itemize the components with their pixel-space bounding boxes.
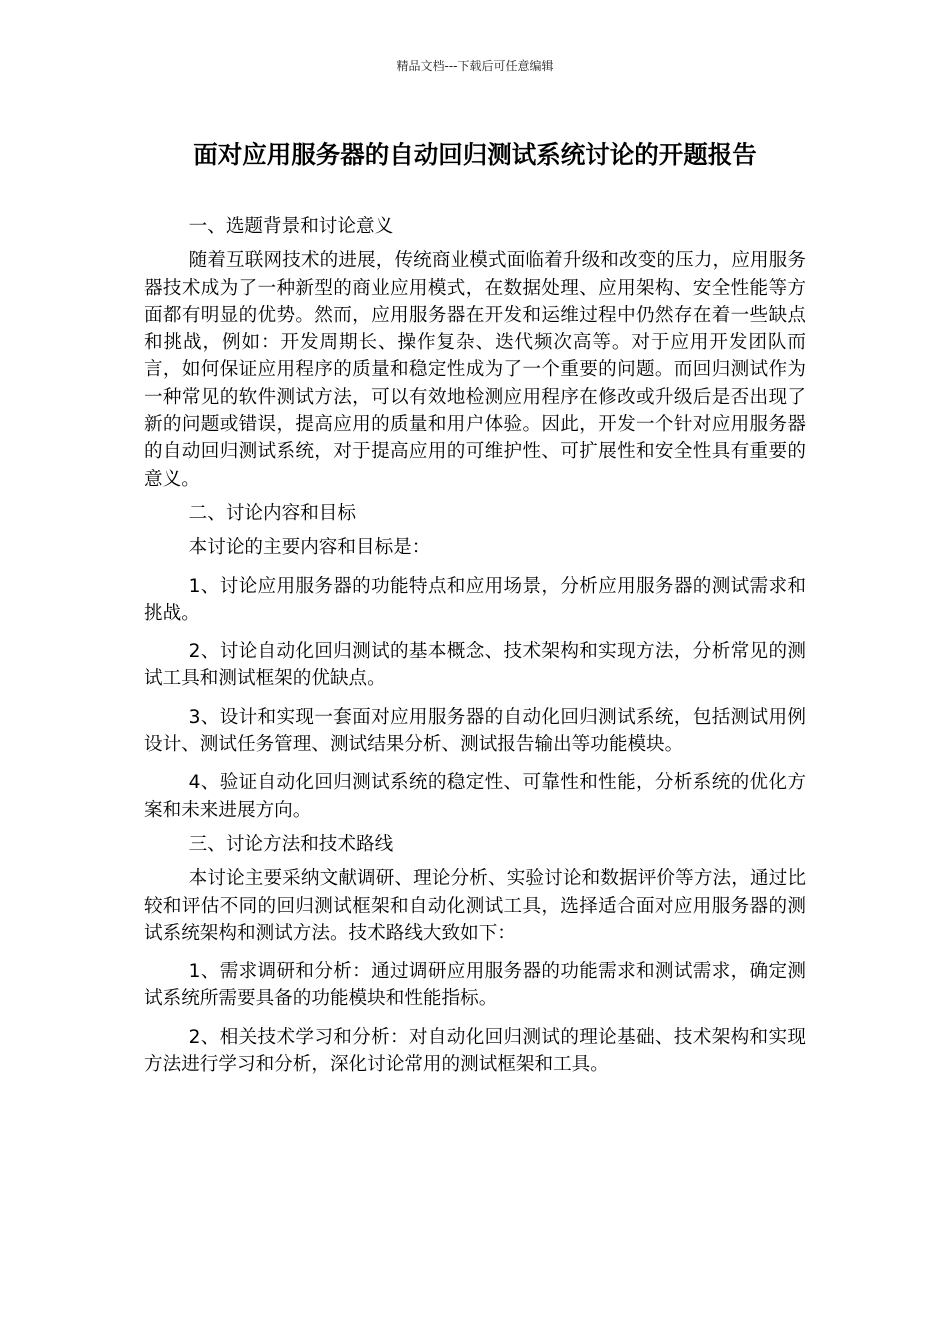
section-heading-content-goals: 二、讨论内容和目标 [188, 502, 356, 524]
document-title: 面对应用服务器的自动回归测试系统讨论的开题报告 [193, 140, 757, 169]
list-item-goal-2: 2、讨论自动化回归测试的基本概念、技术架构和实现方法，分析常见的测试工具和测试框架的优缺点。 [144, 641, 806, 690]
list-item-goal-1: 1、讨论应用服务器的功能特点和应用场景，分析应用服务器的测试需求和挑战。 [144, 575, 806, 624]
paragraph-methods: 本讨论主要采纳文献调研、理论分析、实验讨论和数据评价等方法，通过比较和评估不同的回归测试框架和自动化测试工具，选择适合面对应用服务器的测试系统架构和测试方法。技术路线大致如下： [144, 868, 806, 944]
document-body [144, 213, 806, 1078]
list-item-route-2: 2、相关技术学习和分析：对自动化回归测试的理论基础、技术架构和实现方法进行学习和分析，深化讨论常用的测试框架和工具。 [144, 1026, 806, 1076]
list-item-route-1: 1、需求调研和分析：通过调研应用服务器的功能需求和测试需求，确定测试系统所需要具备的功能模块和性能指标。 [144, 961, 806, 1010]
paragraph-background: 随着互联网技术的进展，传统商业模式面临着升级和改变的压力，应用服务器技术成为了一种新型的商业应用模式，在数据处理、应用架构、安全性能等方面都有明显的优势。然而，应用服务器在开发和运维过程中仍然存在着一些缺点和挑战，例如：开发周期长、操作复杂、迭代频次高等。对于应用开发团队而言，如何保证应用程序的质量和稳定性成为了一个重要的问题。而回归测试作为一种常见的软件测试方法，可以有效地检测应用程序在修改或升级后是否出现了新的问题或错误，提高应用的质量和用户体验。因此，开发一个针对应用服务器的自动回归测试系统，对于提高应用的可维护性、可扩展性和安全性具有重要的意义。 [144, 250, 806, 490]
list-item-goal-3: 3、设计和实现一套面对应用服务器的自动化回归测试系统，包括测试用例设计、测试任务管理、测试结果分析、测试报告输出等功能模块。 [144, 706, 806, 756]
paragraph-goals-intro: 本讨论的主要内容和目标是： [188, 537, 431, 559]
header-note: 精品文档---下载后可任意编辑 [396, 59, 554, 73]
list-item-goal-4: 4、验证自动化回归测试系统的稳定性、可靠性和性能，分析系统的优化方案和未来进展方向。 [144, 772, 806, 821]
section-heading-methods: 三、讨论方法和技术路线 [188, 833, 394, 855]
section-heading-background: 一、选题背景和讨论意义 [188, 216, 394, 237]
